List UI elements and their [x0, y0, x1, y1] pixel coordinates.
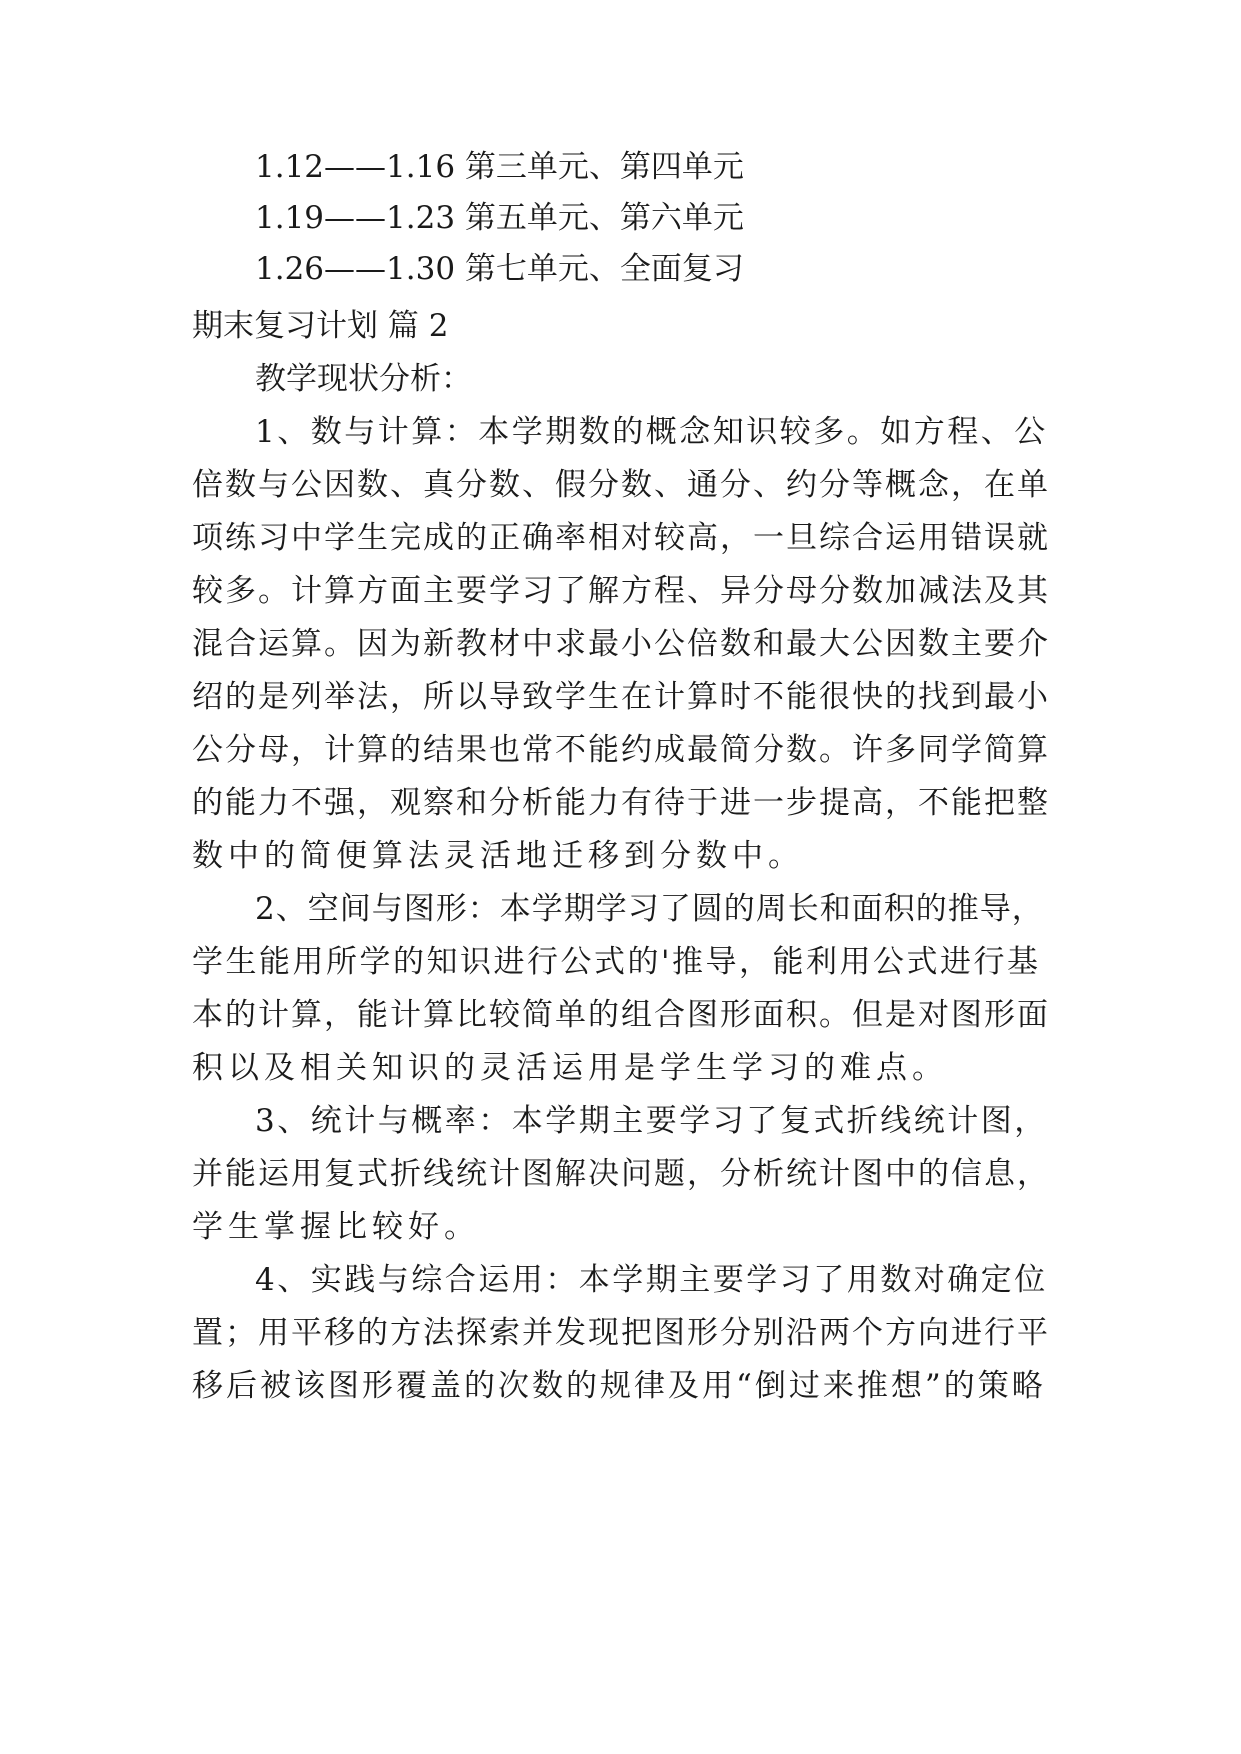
paragraph-line: 4、实践与综合运用：本学期主要学习了用数对确定位	[255, 1262, 1048, 1298]
schedule-line: 1.19——1.23 第五单元、第六单元	[255, 200, 744, 236]
paragraph-line: 本的计算，能计算比较简单的组合图形面积。但是对图形面	[192, 997, 1050, 1033]
section-heading: 期末复习计划 篇 2	[192, 308, 449, 344]
paragraph-line: 并能运用复式折线统计图解决问题，分析统计图中的信息，	[192, 1156, 1050, 1192]
paragraph-line: 绍的是列举法，所以导致学生在计算时不能很快的找到最小	[192, 679, 1050, 715]
paragraph-line: 3、统计与概率：本学期主要学习了复式折线统计图，	[255, 1103, 1048, 1139]
paragraph-line: 公分母，计算的结果也常不能约成最简分数。许多同学简算	[192, 732, 1050, 768]
paragraph-line: 数中的简便算法灵活地迁移到分数中。	[192, 838, 804, 874]
paragraph-line: 的能力不强，观察和分析能力有待于进一步提高，不能把整	[192, 785, 1050, 821]
schedule-line: 1.26——1.30 第七单元、全面复习	[255, 251, 744, 287]
paragraph-line: 学生掌握比较好。	[192, 1209, 480, 1245]
paragraph-line: 学生能用所学的知识进行公式的'推导，能利用公式进行基	[192, 944, 1041, 980]
paragraph-line: 混合运算。因为新教材中求最小公倍数和最大公因数主要介	[192, 626, 1050, 662]
paragraph-line: 积以及相关知识的灵活运用是学生学习的难点。	[192, 1050, 948, 1086]
schedule-line: 1.12——1.16 第三单元、第四单元	[255, 149, 744, 185]
paragraph-line: 1、数与计算：本学期数的概念知识较多。如方程、公	[255, 414, 1048, 450]
subheading: 教学现状分析：	[255, 361, 472, 397]
paragraph-line: 移后被该图形覆盖的次数的规律及用“倒过来推想”的策略	[192, 1368, 1046, 1404]
paragraph-line: 置；用平移的方法探索并发现把图形分别沿两个方向进行平	[192, 1315, 1050, 1351]
paragraph-line: 较多。计算方面主要学习了解方程、异分母分数加减法及其	[192, 573, 1050, 609]
paragraph-line: 项练习中学生完成的正确率相对较高，一旦综合运用错误就	[192, 520, 1050, 556]
paragraph-line: 2、空间与图形：本学期学习了圆的周长和面积的推导，	[255, 891, 1044, 927]
paragraph-line: 倍数与公因数、真分数、假分数、通分、约分等概念，在单	[192, 467, 1050, 503]
